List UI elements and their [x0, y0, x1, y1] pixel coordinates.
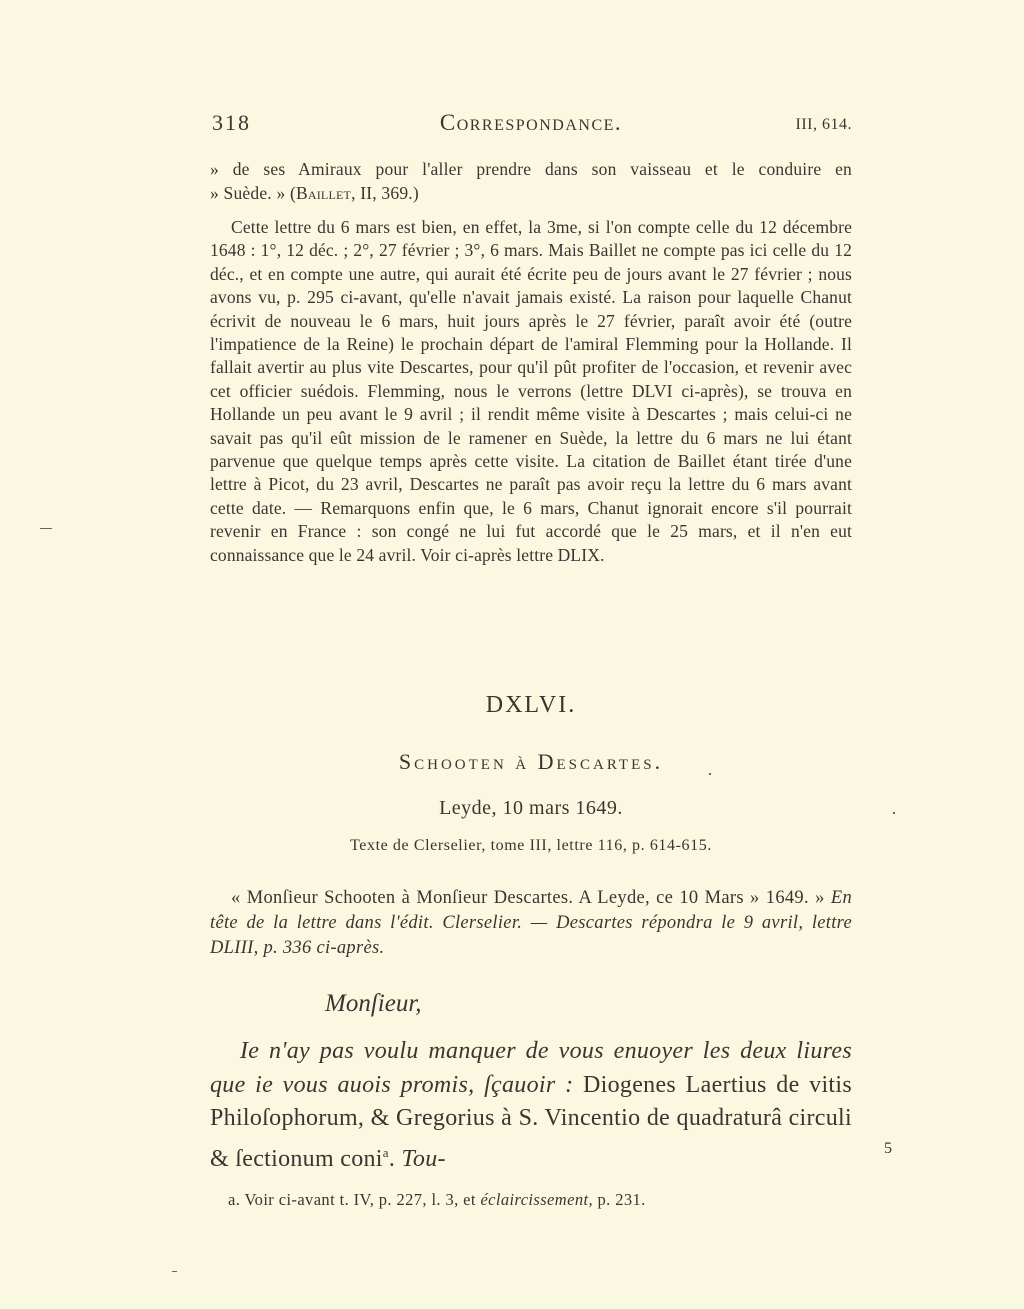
quote-line: » de ses Amiraux pour l'aller prendre dans son vaisseau et le conduire en	[210, 159, 852, 179]
letter-number: DXLVI.	[485, 692, 577, 718]
quote-line: » Suède. » (Baillet, II, 369.)	[210, 182, 419, 203]
running-title: Correspondance.	[439, 110, 623, 135]
page-number: 318	[212, 110, 251, 135]
margin-speck	[893, 812, 895, 814]
letter-source: Texte de Clerselier, tome III, lettre 116, p. 614-615.	[350, 837, 712, 854]
margin-speck	[709, 773, 711, 775]
margin-speck	[40, 528, 52, 529]
letter-heading: Schooten à Descartes.	[398, 749, 664, 774]
footnote-label: a.	[228, 1190, 241, 1209]
footnote-end: p. 231.	[597, 1190, 646, 1209]
margin-speck	[172, 1271, 177, 1272]
footnote	[228, 1190, 848, 1210]
letter-body: Ie n'ay pas voulu manquer de vous enuoyer les deux liures que ie vous auois promis, ſçauoir : Diogenes Laertius de vitis Philoſophorum, & Gregorius à S. Vincentio de quadraturâ circuli & ſectionum coni$^a$. Tou-	[210, 1038, 852, 1172]
commentary-paragraph: Cette lettre du 6 mars est bien, en effet, la 3me, si l'on compte celle du 12 décembre 1648 : 1°, 12 déc. ; 2°, 27 février ; 3°, 6 mars. Mais Baillet ne compte pas ici celle du 12 déc., et en compte une autre, qui aurait été écrite peu de jours avant le 27 février ; nous avons vu, p. 295 ci-avant, qu'elle n'avait jamais existé. La raison pour laquelle Chanut écrivit de nouveau le 6 mars, huit jours après le 27 février, paraît avoir été (outre l'impatience de la Reine) le prochain départ de l'amiral Flemming pour la Hollande. Il fallait avertir au plus vite Descartes, pour qu'il pût profiter de l'occasion, et revenir avec cet officier suédois. Flemming, nous le verrons (lettre DLVI ci-après), se trouva en Hollande un peu avant le 9 avril ; il rendit même visite à Descartes ; mais celui-ci ne savait pas qu'il eût mission de le ramener en Suède, la lettre du 6 mars ne lui étant parvenue que quelque temps après cette visite. La citation de Baillet étant tirée d'une lettre à Picot, du 23 avril, Descartes ne paraît pas avoir reçu la lettre du 6 mars avant cette date. — Remarquons enfin que, le 6 mars, Chanut ignorait encore s'il pourrait revenir en France : son congé ne lui fut accordé que le 25 mars, et il n'en eut connaissance que le 24 avril. Voir ci-après lettre DLIX.	[210, 217, 852, 565]
footnote-italic: éclaircissement,	[480, 1190, 593, 1209]
edition-reference: III, 614.	[795, 116, 852, 133]
letter-address	[210, 886, 852, 961]
salutation: Monſieur,	[325, 990, 422, 1017]
address-roman: « Monſieur Schooten à Monſieur Descartes. A Leyde, ce 10 Mars » 1649. »	[231, 888, 825, 908]
footnote-marker: a	[382, 1144, 389, 1160]
address-italic: En tête de la lettre dans l'édit. Clerselier. — Descartes répondra le 9 avril, lettre DLIII, p. 336 ci-après.	[210, 888, 853, 958]
body-italic: Ie n'ay pas voulu manquer de vous enuoyer les deux liures que ie vous auois promis, ſçauoir :	[210, 1038, 852, 1098]
running-header	[210, 110, 852, 146]
body-tail: Tou-	[401, 1145, 446, 1172]
footnote-text: Voir ci-avant t. IV, p. 227, l. 3, et	[244, 1190, 476, 1209]
margin-line-number: 5	[884, 1140, 892, 1157]
letter-place-date: Leyde, 10 mars 1649.	[439, 797, 623, 819]
author-name: Baillet	[296, 182, 352, 203]
quote-continuation	[210, 158, 852, 205]
body-roman: Diogenes Laertius de vitis Philoſophorum, & Gregorius à S. Vincentio de quadraturâ circuli & ſectionum coni	[210, 1071, 852, 1172]
